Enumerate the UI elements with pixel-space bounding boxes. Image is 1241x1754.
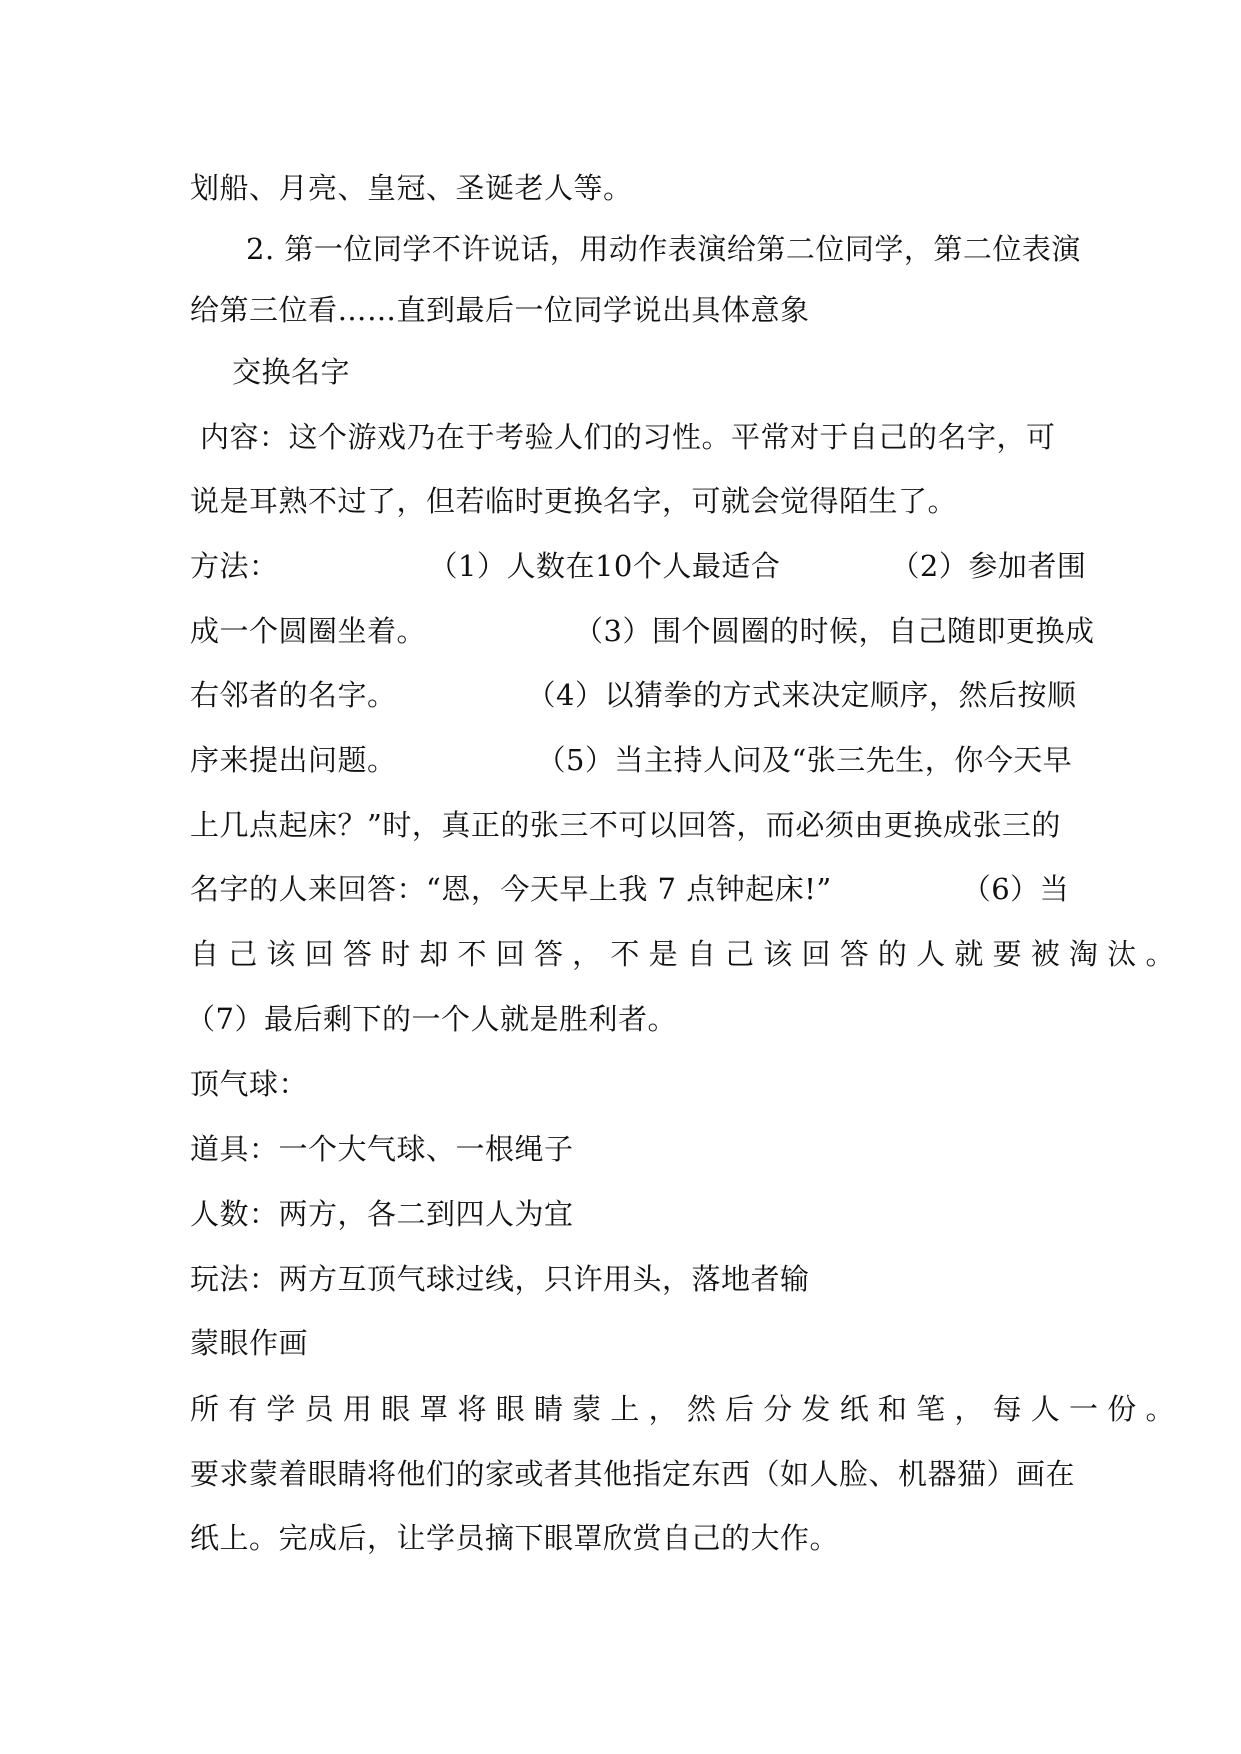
text-line bbox=[190, 740, 1073, 780]
text-segment: 方法： bbox=[190, 549, 279, 583]
text-segment: （4）以猜拳的方式来决定顺序，然后按顺 bbox=[526, 678, 1077, 712]
text-line: 所 有 学 员 用 眼 罩 将 眼 睛 蒙 上 ， 然 后 分 发 纸 和 笔 ， 每 人 一 份 。 bbox=[190, 1392, 1175, 1426]
text-line: 人数：两方，各二到四人为宜 bbox=[190, 1197, 574, 1231]
text-line: 上几点起床？”时，真正的张三不可以回答，而必须由更换成张三的 bbox=[190, 808, 1061, 842]
text-line: 道具：一个大气球、一根绳子 bbox=[190, 1132, 574, 1166]
section-heading-blindfold-drawing: 蒙眼作画 bbox=[190, 1326, 309, 1360]
text-line: 内容：这个游戏乃在于考验人们的习性。平常对于自己的名字，可 bbox=[200, 420, 1056, 454]
text-line: 自 己 该 回 答 时 却 不 回 答 ， 不 是 自 己 该 回 答 的 人 就 要 被 淘 汰 。 bbox=[190, 937, 1175, 971]
text-line: 给第三位看……直到最后一位同学说出具体意象 bbox=[190, 293, 810, 327]
text-line: 2. 第一位同学不许说话，用动作表演给第二位同学，第二位表演 bbox=[246, 232, 1081, 266]
text-line: 划船、月亮、皇冠、圣诞老人等。 bbox=[190, 171, 633, 205]
text-line bbox=[190, 546, 1087, 586]
section-heading-exchange-names: 交换名字 bbox=[232, 355, 351, 389]
text-segment: （3）围个圆圈的时候，自己随即更换成 bbox=[574, 614, 1095, 648]
text-segment: 序来提出问题。 bbox=[190, 743, 397, 777]
text-line bbox=[190, 869, 1070, 909]
section-heading-balloon: 顶气球： bbox=[190, 1067, 309, 1101]
text-segment: （5）当主持人问及“张三先生，你今天早 bbox=[536, 743, 1073, 777]
text-line: 玩法：两方互顶气球过线，只许用头，落地者输 bbox=[190, 1262, 810, 1296]
text-segment: （6）当 bbox=[961, 872, 1070, 906]
text-segment: 右邻者的名字。 bbox=[190, 678, 397, 712]
text-line: 要求蒙着眼睛将他们的家或者其他指定东西（如人脸、机器猫）画在 bbox=[190, 1457, 1076, 1491]
text-segment: 名字的人来回答：“恩，今天早上我 7 点钟起床!” bbox=[190, 872, 832, 906]
text-line: 纸上。完成后，让学员摘下眼罩欣赏自己的大作。 bbox=[190, 1521, 840, 1555]
text-segment: 成一个圆圈坐着。 bbox=[190, 614, 427, 648]
text-segment: （2）参加者围 bbox=[890, 549, 1087, 583]
text-line: （7）最后剩下的一个人就是胜利者。 bbox=[186, 1002, 677, 1036]
text-line bbox=[190, 611, 1095, 651]
text-line bbox=[190, 675, 1077, 715]
text-line: 说是耳熟不过了，但若临时更换名字，可就会觉得陌生了。 bbox=[190, 484, 958, 518]
text-segment: （1）人数在10个人最适合 bbox=[428, 549, 781, 583]
